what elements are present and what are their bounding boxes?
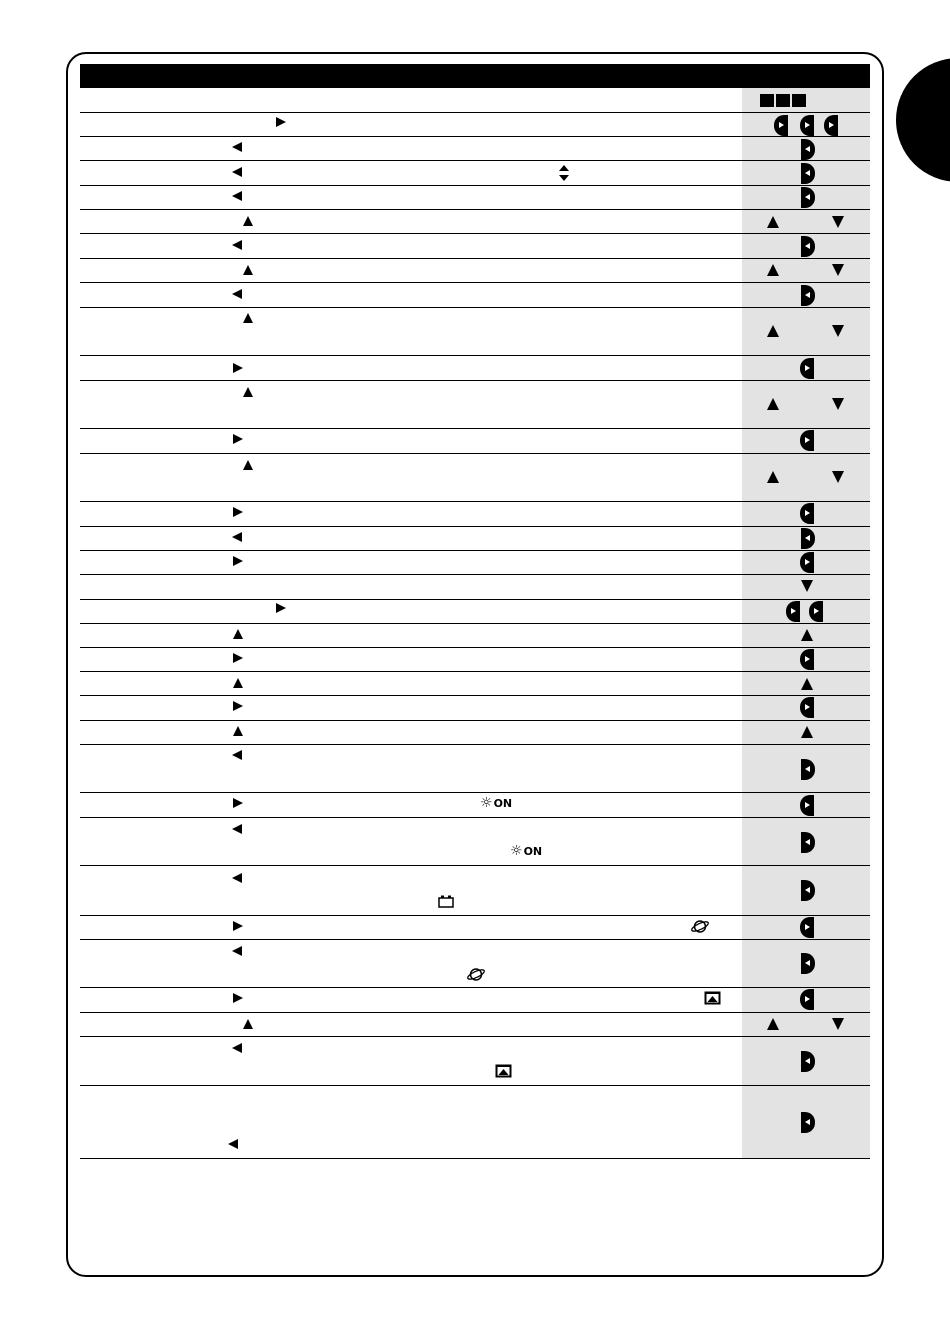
table-row (80, 454, 870, 502)
pointer-left-icon (232, 167, 242, 177)
table-row (80, 648, 870, 672)
table-row (80, 1013, 870, 1037)
picture-frame-icon (495, 1064, 512, 1078)
key-left-rounded-icon (774, 115, 788, 136)
arrow-up-icon (767, 216, 779, 228)
pointer-up-icon (243, 265, 253, 275)
picture-frame-icon (704, 991, 721, 1005)
table-row (80, 793, 870, 818)
pointer-right-icon (233, 507, 243, 517)
pointer-up-icon (233, 629, 243, 639)
table-row (80, 210, 870, 234)
pointer-left-icon (232, 946, 242, 956)
pointer-right-icon (233, 653, 243, 663)
table-row (80, 502, 870, 527)
arrow-down-icon (832, 216, 844, 228)
arrow-up-icon (767, 264, 779, 276)
pointer-right-icon (276, 603, 286, 613)
pointer-left-icon (232, 750, 242, 760)
table-row (80, 429, 870, 454)
key-left-rounded-icon (800, 358, 814, 379)
arrow-down-icon (801, 580, 813, 592)
pointer-left-icon (232, 142, 242, 152)
solid-square-icon (760, 94, 774, 107)
section-tab-marker (896, 58, 950, 182)
key-left-rounded-icon (800, 430, 814, 451)
table-row (80, 259, 870, 283)
arrow-up-icon (767, 471, 779, 483)
table-row (80, 1037, 870, 1086)
planet-icon (466, 966, 486, 983)
pointer-right-icon (233, 798, 243, 808)
key-left-rounded-icon (800, 503, 814, 524)
table-row (80, 113, 870, 137)
pointer-left-icon (232, 240, 242, 250)
table-row (80, 600, 870, 624)
arrow-down-icon (832, 1018, 844, 1030)
arrow-down-icon (832, 264, 844, 276)
key-left-rounded-icon (809, 601, 823, 622)
table-row (80, 88, 870, 113)
pointer-left-icon (232, 824, 242, 834)
pointer-right-icon (276, 117, 286, 127)
pointer-left-icon (232, 289, 242, 299)
key-left-rounded-icon (800, 649, 814, 670)
indicator-on-icon: ☼ON (480, 795, 513, 811)
pointer-up-icon (243, 460, 253, 470)
table-row (80, 551, 870, 575)
arrow-up-icon (767, 398, 779, 410)
table-row (80, 575, 870, 600)
table-row (80, 988, 870, 1013)
arrow-up-icon (767, 325, 779, 337)
key-left-rounded-icon (800, 989, 814, 1010)
table-row (80, 308, 870, 356)
pointer-left-icon (232, 191, 242, 201)
table-row (80, 283, 870, 308)
arrow-down-icon (832, 471, 844, 483)
planet-icon (690, 918, 710, 935)
table-row (80, 818, 870, 866)
table-row (80, 1086, 870, 1159)
table-row (80, 696, 870, 721)
pointer-left-icon (228, 1139, 238, 1149)
table-row (80, 624, 870, 648)
arrow-down-icon (832, 398, 844, 410)
solid-square-icon (792, 94, 806, 107)
arrow-up-icon (801, 678, 813, 690)
arrow-up-icon (801, 629, 813, 641)
table-row (80, 356, 870, 381)
pointer-right-icon (233, 921, 243, 931)
pointer-right-icon (233, 363, 243, 373)
table-row (80, 721, 870, 745)
pointer-right-icon (233, 993, 243, 1003)
table-row (80, 381, 870, 429)
key-left-rounded-icon (800, 115, 814, 136)
arrow-down-icon (832, 325, 844, 337)
table-row (80, 137, 870, 161)
table-row (80, 866, 870, 916)
key-left-rounded-icon (800, 917, 814, 938)
table-row (80, 234, 870, 259)
battery-icon (438, 895, 454, 908)
pointer-left-icon (232, 1043, 242, 1053)
pointer-up-icon (233, 678, 243, 688)
pointer-right-icon (233, 556, 243, 566)
table-row (80, 672, 870, 696)
pointer-right-icon (233, 434, 243, 444)
key-left-rounded-icon (800, 697, 814, 718)
pointer-up-icon (243, 1019, 253, 1029)
arrow-up-icon (801, 726, 813, 738)
pointer-up-icon (243, 387, 253, 397)
indicator-on-icon: ☼ON (510, 843, 543, 859)
arrow-up-icon (767, 1018, 779, 1030)
key-left-rounded-icon (824, 115, 838, 136)
table-row (80, 527, 870, 551)
key-left-rounded-icon (800, 552, 814, 573)
pointer-up-icon (233, 726, 243, 736)
solid-square-icon (776, 94, 790, 107)
pointer-left-icon (232, 873, 242, 883)
pointer-left-icon (232, 532, 242, 542)
key-left-rounded-icon (786, 601, 800, 622)
up-down-arrows-icon (559, 165, 569, 181)
table-row (80, 916, 870, 940)
table-header-bar (80, 64, 870, 88)
pointer-up-icon (243, 313, 253, 323)
table-row (80, 186, 870, 210)
pointer-right-icon (233, 701, 243, 711)
table-row (80, 161, 870, 186)
pointer-up-icon (243, 216, 253, 226)
table-row (80, 745, 870, 793)
key-left-rounded-icon (800, 795, 814, 816)
